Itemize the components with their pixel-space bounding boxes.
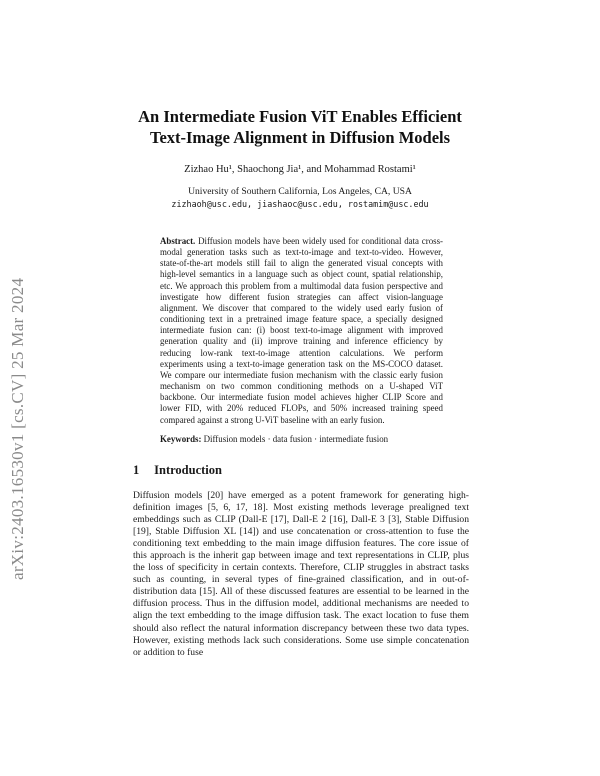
abstract-label: Abstract. xyxy=(160,236,196,246)
keywords-label: Keywords: xyxy=(160,434,202,444)
title-line-2: Text-Image Alignment in Diffusion Models xyxy=(149,128,451,147)
author-list: Zizhao Hu¹, Shaochong Jia¹, and Mohammad Rostami¹ xyxy=(184,164,416,175)
section-heading-introduction xyxy=(133,463,473,478)
section-title: Introduction xyxy=(154,463,222,477)
keywords-text: Diffusion models · data fusion · intermediate fusion xyxy=(203,434,389,444)
abstract-text: Diffusion models have been widely used for conditional data cross-modal generation tasks such as text-to-image and text-to-video. However, state-of-the-art models still fail to align the generated visual concepts with high-level semantics in a language such as object count, spatial relationship, etc. We approach this problem from a multimodal data fusion perspective and investigate how different fusion strategies can affect vision-language alignment. We discover that compared to the widely used early fusion of conditioning text in a pretrained image feature space, a specially designed intermediate fusion can: (i) boost text-to-image alignment with improved generation quality and (ii) improve training and inference efficiency by reducing low-rank text-to-image attention calculations. We perform experiments using a text-to-image generation task on the MS-COCO dataset. We compare our intermediate fusion mechanism with the classic early fusion mechanism on two common conditioning methods on a U-shaped ViT backbone. Our intermediate fusion model achieves higher CLIP Score and lower FID, with 20% reduced FLOPs, and 50% increased training speed compared against a strong U-ViT baseline with an early fusion. xyxy=(160,236,443,425)
affiliation: University of Southern California, Los Angeles, CA, USA xyxy=(188,186,412,197)
author-emails[interactable]: zizhaoh@usc.edu, jiashaoc@usc.edu, rostamim@usc.edu xyxy=(171,199,429,209)
title-line-1: An Intermediate Fusion ViT Enables Efficient xyxy=(138,107,462,126)
section-number: 1 xyxy=(133,463,140,477)
keywords xyxy=(160,434,443,445)
abstract xyxy=(160,236,443,426)
affiliation-block xyxy=(100,186,500,210)
arxiv-identifier-stamp[interactable]: arXiv:2403.16530v1 [cs.CV] 25 Mar 2024 xyxy=(8,277,27,580)
paper-title xyxy=(100,106,500,148)
introduction-paragraph: Diffusion models [20] have emerged as a potent framework for generating high-definition images [5, 6, 17, 18]. Most existing methods leverage prealigned text embeddings such as CLIP (Dall-E [17], Dall-E 2 [16], Dall-E 3 [3], Stable Diffusion [19], Stable Diffusion XL [14]) and use concatenation or cross-attention to fuse the conditioning text embedding to the main image diffusion features. The core issue of this approach is the inherit gap between image and text representations in CLIP, plus the loss of specificity in certain contexts. Therefore, CLIP struggles in abstract tasks such as counting, in several types of fine-grained classification, and in out-of-distribution data [15]. All of these discussed features are essential to be learned in the diffusion process. Thus in the diffusion model, additional mechanisms are needed to align the text embedding to the image diffusion task. The exact location to fuse them should also reflect the natural information discrepancy between these two data types. However, existing methods lack such considerations. Some use simple concatenation or addition to fuse xyxy=(133,490,469,658)
